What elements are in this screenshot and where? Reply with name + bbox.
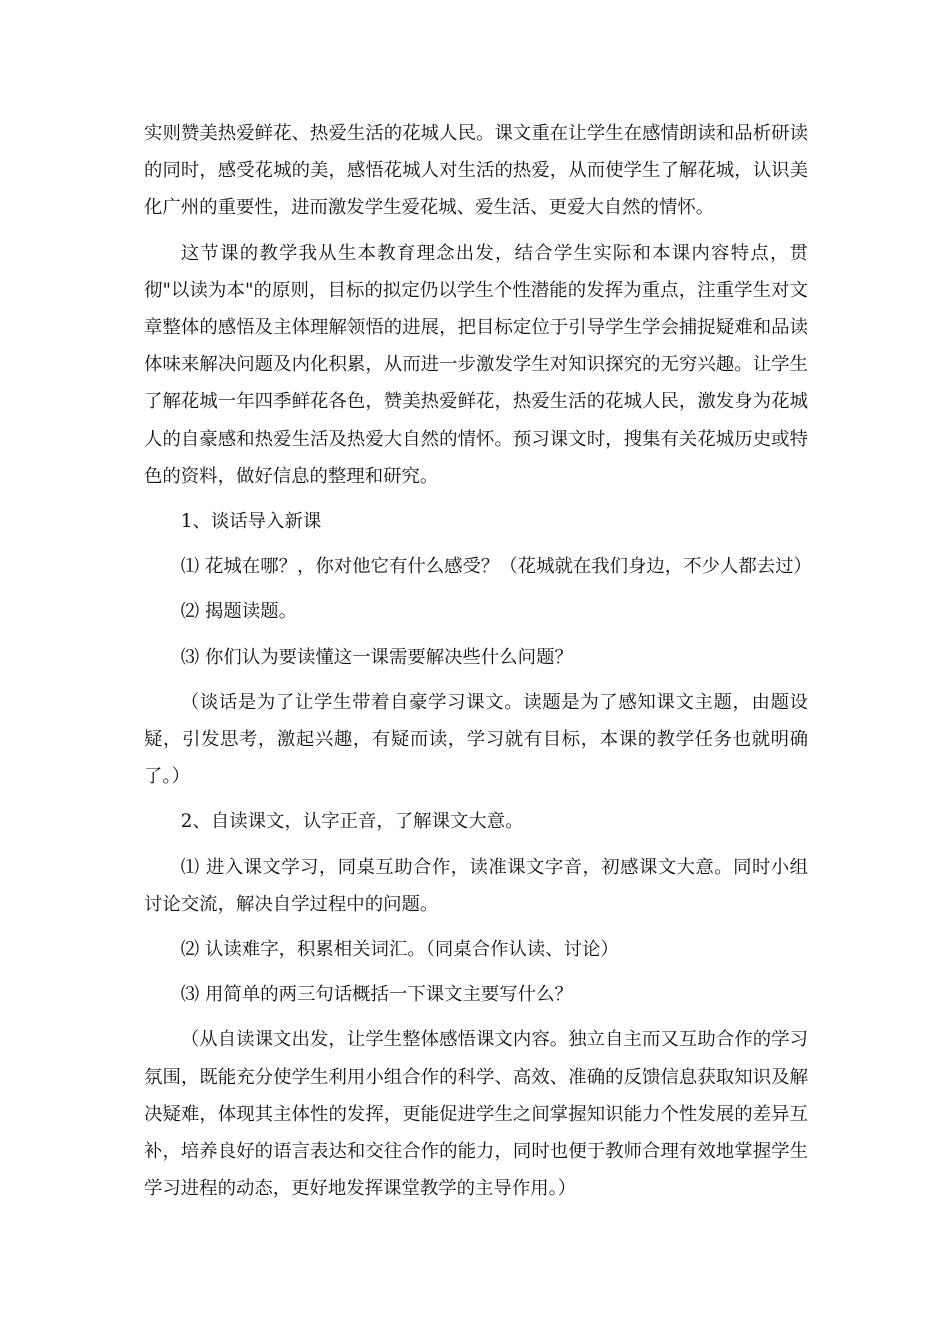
commentary-2: （从自读课文出发，让学生整体感悟课文内容。独立自主而又互助合作的学习氛围，既能充分使学生利用小组合作的科学、高效、准确的反馈信息获取知识及解决疑难，体现其主体性的发挥，更能促进学生之间掌握知识能力个性发展的差异互补，培养良好的语言表达和交往合作的能力，同时也便于教师合理有效地掌握学生学习进程的动态，更好地发挥课堂教学的主导作用。）	[144, 1029, 808, 1200]
paragraph-teaching-design: 这节课的教学我从生本教育理念出发，结合学生实际和本课内容特点，贯彻"以读为本"的原则，目标的拟定仍以学生个性潜能的发挥为重点，注重学生对文章整体的感悟及主体理解领悟的进展，把目标定位于引导学生学会捕捉疑难和品读体味来解决问题及内化积累，从而进一步激发学生对知识探究的无穷兴趣。让学生了解花城一年四季鲜花各色，赞美热爱鲜花，热爱生活的花城人民，激发身为花城人的自豪感和热爱生活及热爱大自然的情怀。预习课文时，搜集有关花城历史或特色的资料，做好信息的整理和研究。	[144, 242, 808, 487]
commentary-1: （谈话是为了让学生带着自豪学习课文。读题是为了感知课文主题，由题设疑，引发思考，激起兴趣，有疑而读，学习就有目标，本课的教学任务也就明确了。）	[144, 691, 808, 788]
list-item-1-1: ⑴ 花城在哪？，你对他它有什么感受？（花城就在我们身边，不少人都去过）	[180, 556, 812, 578]
list-item-1-2: ⑵ 揭题读题。	[180, 601, 297, 623]
list-item-2-2: ⑵ 认读难字，积累相关词汇。（同桌合作认读、讨论）	[180, 939, 619, 961]
list-item-2-1: ⑴ 进入课文学习，同桌互助合作，读准课文字音，初感课文大意。同时小组讨论交流，解决自学过程中的问题。	[144, 856, 808, 915]
document-body	[144, 115, 812, 1207]
section-heading-1: 1、谈话导入新课	[180, 511, 322, 533]
list-item-1-3: ⑶ 你们认为要读懂这一课需要解决些什么问题？	[180, 646, 573, 668]
section-heading-2: 2、自读课文，认字正音，了解课文大意。	[180, 811, 524, 833]
list-item-2-3: ⑶ 用简单的两三句话概括一下课文主要写什么？	[180, 984, 573, 1006]
paragraph-intro-continuation: 实则赞美热爱鲜花、热爱生活的花城人民。课文重在让学生在感情朗读和品析研读的同时，感受花城的美，感悟花城人对生活的热爱，从而使学生了解花城，认识美化广州的重要性，进而激发学生爱花城、爱生活、更爱大自然的情怀。	[144, 123, 808, 219]
